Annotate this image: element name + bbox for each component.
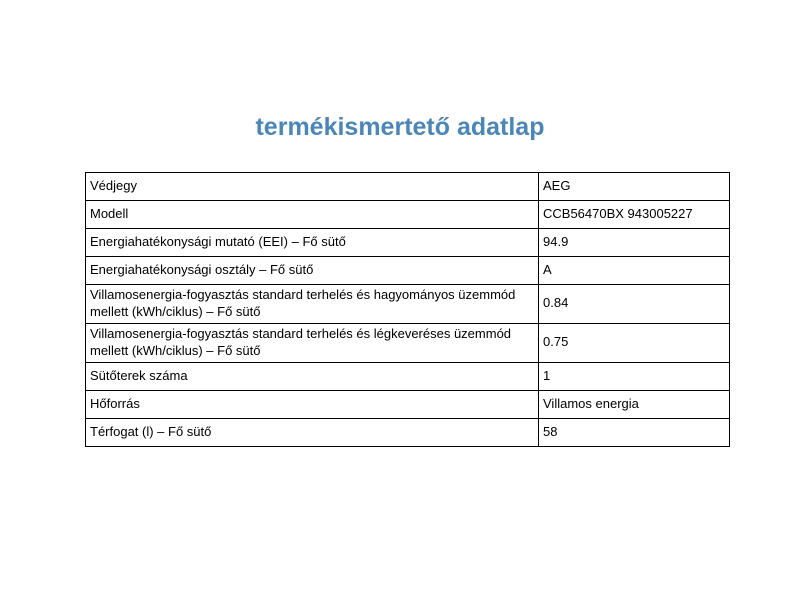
page-title: termékismertető adatlap — [255, 113, 545, 141]
table-row — [86, 285, 730, 324]
row-value: AEG — [539, 173, 730, 201]
row-value: 1 — [539, 362, 730, 390]
row-value: A — [539, 257, 730, 285]
table-row — [86, 362, 730, 390]
row-value: 58 — [539, 418, 730, 446]
row-label: Energiahatékonysági mutató (EEI) – Fő sütő — [86, 229, 539, 257]
row-value: CCB56470BX 943005227 — [539, 201, 730, 229]
row-label: Modell — [86, 201, 539, 229]
row-label: Energiahatékonysági osztály – Fő sütő — [86, 257, 539, 285]
row-label: Villamosenergia-fogyasztás standard terhelés és hagyományos üzemmód mellett (kWh/ciklus) – Fő sütő — [86, 285, 539, 324]
table-row — [86, 201, 730, 229]
row-label: Hőforrás — [86, 390, 539, 418]
row-value: 94.9 — [539, 229, 730, 257]
table-row — [86, 418, 730, 446]
row-label: Védjegy — [86, 173, 539, 201]
table-row — [86, 323, 730, 362]
row-value: Villamos energia — [539, 390, 730, 418]
table-row — [86, 257, 730, 285]
table-row — [86, 229, 730, 257]
row-label: Sütőterek száma — [86, 362, 539, 390]
table-row — [86, 173, 730, 201]
row-label: Térfogat (l) – Fő sütő — [86, 418, 539, 446]
row-value: 0.75 — [539, 323, 730, 362]
row-label: Villamosenergia-fogyasztás standard terhelés és légkeveréses üzemmód mellett (kWh/ciklus) – Fő sütő — [86, 323, 539, 362]
row-value: 0.84 — [539, 285, 730, 324]
table-row — [86, 390, 730, 418]
product-datasheet-table — [85, 172, 730, 447]
